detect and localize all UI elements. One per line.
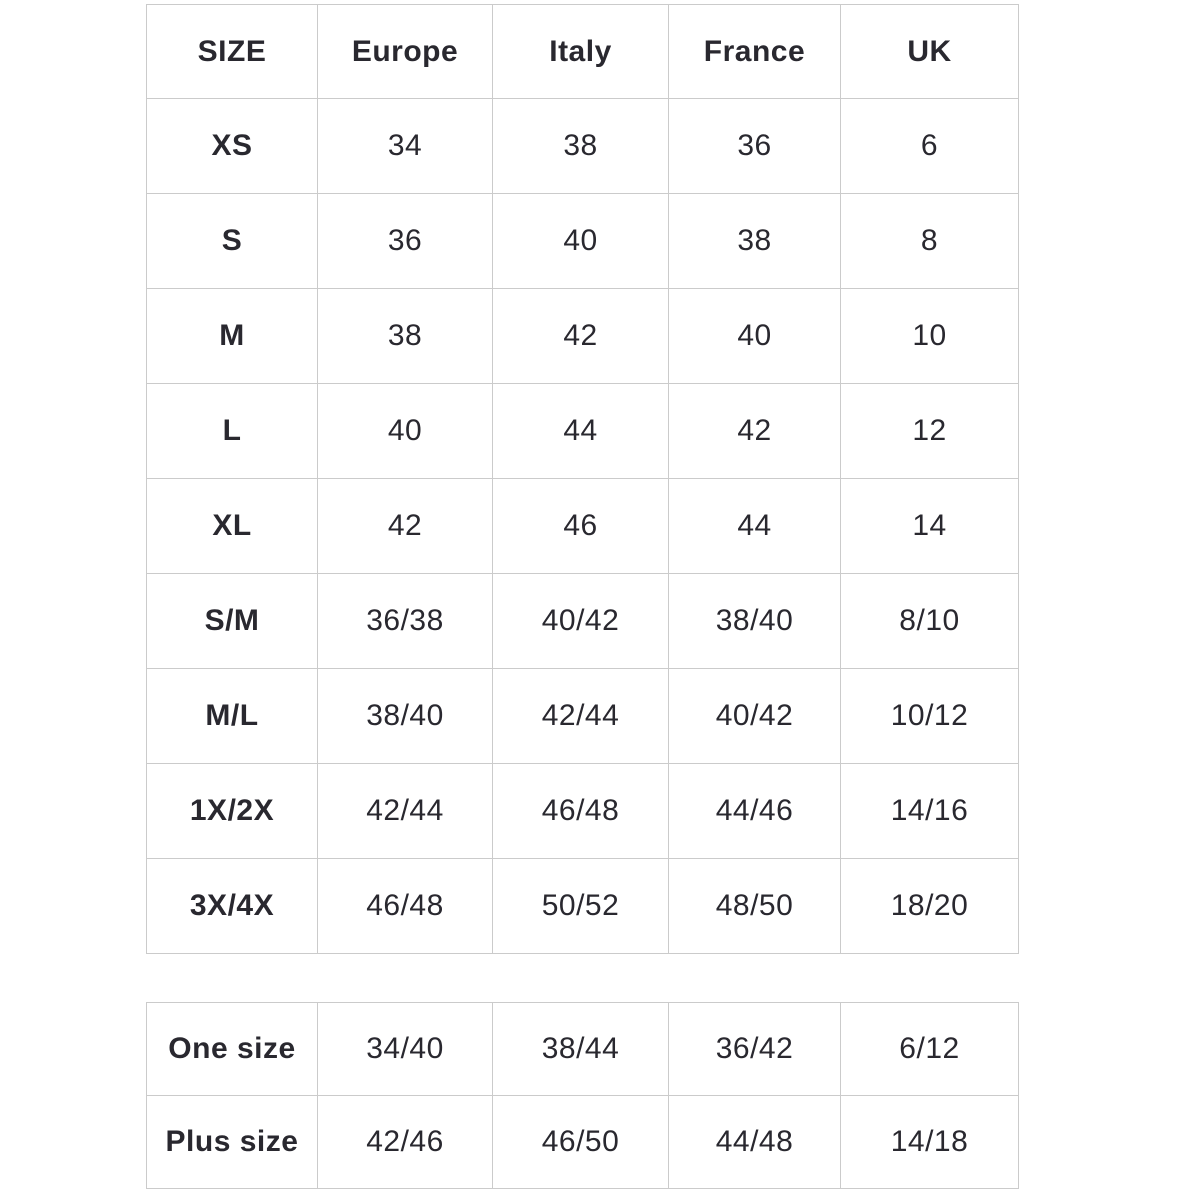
size-label-cell: M/L: [147, 669, 318, 764]
header-cell-size: SIZE: [147, 5, 318, 99]
size-value-cell: 8/10: [841, 574, 1019, 669]
table-row-s: [147, 194, 1019, 289]
size-value-cell: 42/46: [318, 1096, 493, 1189]
size-value-cell: 42: [493, 289, 669, 384]
size-value-cell: 40: [669, 289, 841, 384]
size-value-cell: 42: [318, 479, 493, 574]
size-label-cell: S: [147, 194, 318, 289]
size-value-cell: 50/52: [493, 859, 669, 954]
table-row-3x4x: [147, 859, 1019, 954]
special-sizes-table: [146, 1002, 1019, 1189]
size-label-cell: XL: [147, 479, 318, 574]
size-value-cell: 40: [318, 384, 493, 479]
size-value-cell: 6/12: [841, 1003, 1019, 1096]
table-row-xs: [147, 99, 1019, 194]
size-value-cell: 42: [669, 384, 841, 479]
size-value-cell: 36/42: [669, 1003, 841, 1096]
size-value-cell: 34: [318, 99, 493, 194]
header-cell-uk: UK: [841, 5, 1019, 99]
size-value-cell: 14: [841, 479, 1019, 574]
size-value-cell: 44: [493, 384, 669, 479]
size-value-cell: 48/50: [669, 859, 841, 954]
table-row-plus-size: [147, 1096, 1019, 1189]
size-value-cell: 42/44: [493, 669, 669, 764]
size-label-cell: XS: [147, 99, 318, 194]
size-value-cell: 38/40: [318, 669, 493, 764]
size-conversion-table: [146, 4, 1019, 954]
table-row-sm: [147, 574, 1019, 669]
size-label-cell: 3X/4X: [147, 859, 318, 954]
size-value-cell: 36/38: [318, 574, 493, 669]
size-value-cell: 38/40: [669, 574, 841, 669]
size-value-cell: 38: [318, 289, 493, 384]
size-value-cell: 10/12: [841, 669, 1019, 764]
size-value-cell: 38: [669, 194, 841, 289]
size-value-cell: 44: [669, 479, 841, 574]
table-row-xl: [147, 479, 1019, 574]
size-value-cell: 36: [669, 99, 841, 194]
size-value-cell: 40/42: [669, 669, 841, 764]
size-value-cell: 12: [841, 384, 1019, 479]
size-value-cell: 46/48: [318, 859, 493, 954]
header-cell-europe: Europe: [318, 5, 493, 99]
size-value-cell: 8: [841, 194, 1019, 289]
size-label-cell: S/M: [147, 574, 318, 669]
size-value-cell: 14/16: [841, 764, 1019, 859]
size-label-cell: M: [147, 289, 318, 384]
size-value-cell: 38: [493, 99, 669, 194]
size-value-cell: 46/50: [493, 1096, 669, 1189]
header-cell-italy: Italy: [493, 5, 669, 99]
size-value-cell: 40/42: [493, 574, 669, 669]
size-label-cell: 1X/2X: [147, 764, 318, 859]
size-value-cell: 40: [493, 194, 669, 289]
size-value-cell: 46/48: [493, 764, 669, 859]
size-value-cell: 44/48: [669, 1096, 841, 1189]
table-row-1x2x: [147, 764, 1019, 859]
size-value-cell: 42/44: [318, 764, 493, 859]
size-value-cell: 18/20: [841, 859, 1019, 954]
size-label-cell: Plus size: [147, 1096, 318, 1189]
size-value-cell: 34/40: [318, 1003, 493, 1096]
size-value-cell: 36: [318, 194, 493, 289]
size-label-cell: L: [147, 384, 318, 479]
size-value-cell: 38/44: [493, 1003, 669, 1096]
table-row-ml: [147, 669, 1019, 764]
size-value-cell: 10: [841, 289, 1019, 384]
header-cell-france: France: [669, 5, 841, 99]
table-row-one-size: [147, 1003, 1019, 1096]
size-value-cell: 14/18: [841, 1096, 1019, 1189]
table-row-m: [147, 289, 1019, 384]
size-label-cell: One size: [147, 1003, 318, 1096]
size-value-cell: 46: [493, 479, 669, 574]
table-row-l: [147, 384, 1019, 479]
header-row: [147, 5, 1019, 99]
size-value-cell: 44/46: [669, 764, 841, 859]
size-value-cell: 6: [841, 99, 1019, 194]
